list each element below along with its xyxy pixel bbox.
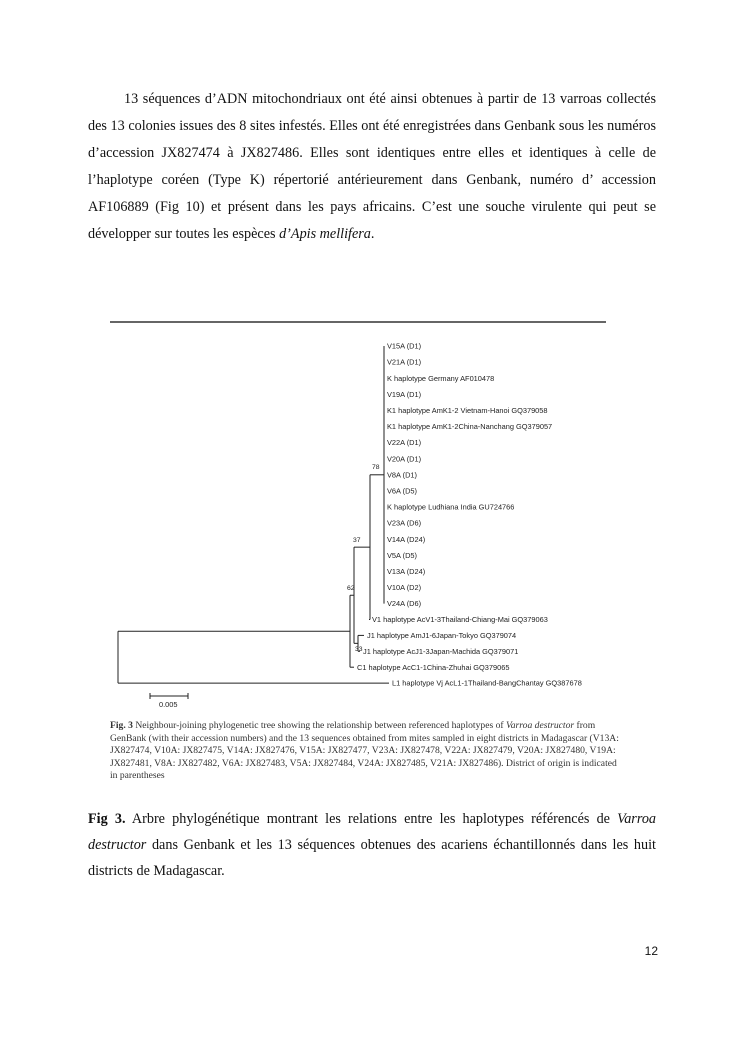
tree-leaf-label: V24A (D6) [387, 599, 422, 609]
phylogenetic-tree [104, 312, 624, 709]
fr-caption-text-a: Arbre phylogénétique montrant les relations entre les haplotypes référencés de [125, 811, 618, 827]
english-figure-caption [110, 720, 620, 783]
tree-leaf-label: K1 haplotype AmK1-2 Vietnam-Hanoi GQ379058 [387, 406, 548, 415]
body-text-end: . [370, 226, 375, 242]
tree-leaf-label: V8A (D1) [387, 470, 417, 480]
tree-leaf-label: J1 haplotype AmJ1-6Japan-Tokyo GQ379074 [367, 631, 517, 640]
body-paragraph [88, 86, 656, 248]
tree-leaf-label: V5A (D5) [387, 550, 417, 560]
tree-leaf-label: L1 haplotype Vj AcL1-1Thailand-BangChantay GQ387678 [392, 678, 582, 688]
page-number: 12 [644, 944, 658, 958]
tree-leaf-label: V22A (D1) [387, 438, 422, 448]
species-name: d’Apis mellifera [279, 226, 371, 242]
caption-text-b: from GenBank (with their accession numbers) and the 13 sequences obtained from mites sampled in eight districts in Madagascar (V13A: JX827474, V10A: JX827475, V14A: JX827476, V15A: JX827477, V23A: JX827478, V22A: JX827479, V20A: JX827480, V19A: JX827481, V8A: JX827482, V6A: JX827483, V5A: JX827484, V24A: JX827485, V21A: JX827486). District of origin is indicated in parentheses [110, 720, 619, 782]
phylogenetic-tree-figure [104, 312, 624, 782]
tree-leaf-label: V23A (D6) [387, 518, 422, 528]
tree-leaf-label: J1 haplotype AcJ1-3Japan-Machida GQ379071 [363, 646, 519, 656]
tree-leaf-label: V6A (D5) [387, 486, 417, 496]
tree-leaf-label: V15A (D1) [387, 341, 422, 351]
bootstrap-label-78: 78 [372, 464, 380, 471]
tree-leaf-label: K haplotype Germany AF010478 [387, 373, 495, 383]
scale-bar-label: 0.005 [159, 700, 178, 709]
body-text: 13 séquences d’ADN mitochondriaux ont été ainsi obtenues à partir de 13 varroas collectés des 13 colonies issues des 8 sites infestés. Elles ont été enregistrées dans Genbank sous les numéros d’accession JX827474 à JX827486. Elles sont identiques entre elles et identiques à celle de l’haplotype coréen (Type K) répertorié antérieurement dans Genbank, numéro d’ accession AF106889 (Fig 10) et présent dans les pays africains. C’est une souche virulente qui peut se développer sur toutes les espèces [88, 91, 656, 242]
tree-leaf-label: V13A (D24) [387, 567, 426, 576]
fr-figure-label: Fig 3. [88, 811, 126, 827]
french-figure-caption [88, 806, 656, 884]
tree-leaf-label: V14A (D24) [387, 534, 426, 544]
fr-caption-species: Varroa destructor [88, 811, 657, 853]
caption-text-a: Neighbour-joining phylogenetic tree showing the relationship between referenced haplotypes of [132, 720, 506, 731]
tree-leaf-label: V19A (D1) [387, 389, 422, 399]
bootstrap-label-62: 62 [347, 585, 355, 592]
tree-leaf-label: K1 haplotype AmK1-2China-Nanchang GQ379057 [387, 422, 553, 432]
bootstrap-label-33: 33 [355, 646, 363, 653]
figure-label: Fig. 3 [110, 720, 133, 731]
tree-leaf-labels [357, 342, 582, 688]
tree-leaf-label: V20A (D1) [387, 454, 422, 464]
tree-branches [118, 346, 389, 683]
fr-caption-text-b: dans Genbank et les 13 séquences obtenues des acariens échantillonnés dans les huit districts de Madagascar. [88, 837, 656, 879]
caption-species: Varroa destructor [505, 720, 575, 731]
bootstrap-values [347, 464, 380, 653]
bootstrap-label-37: 37 [353, 537, 361, 544]
tree-leaf-label: V21A (D1) [387, 357, 422, 367]
tree-leaf-label: V10A (D2) [387, 583, 422, 593]
tree-leaf-label: C1 haplotype AcC1-1China-Zhuhai GQ379065 [357, 662, 510, 672]
tree-leaf-label: V1 haplotype AcV1-3Thailand-Chiang-Mai GQ379063 [372, 615, 548, 625]
tree-leaf-label: K haplotype Ludhiana India GU724766 [387, 502, 515, 512]
scale-bar [150, 693, 188, 709]
